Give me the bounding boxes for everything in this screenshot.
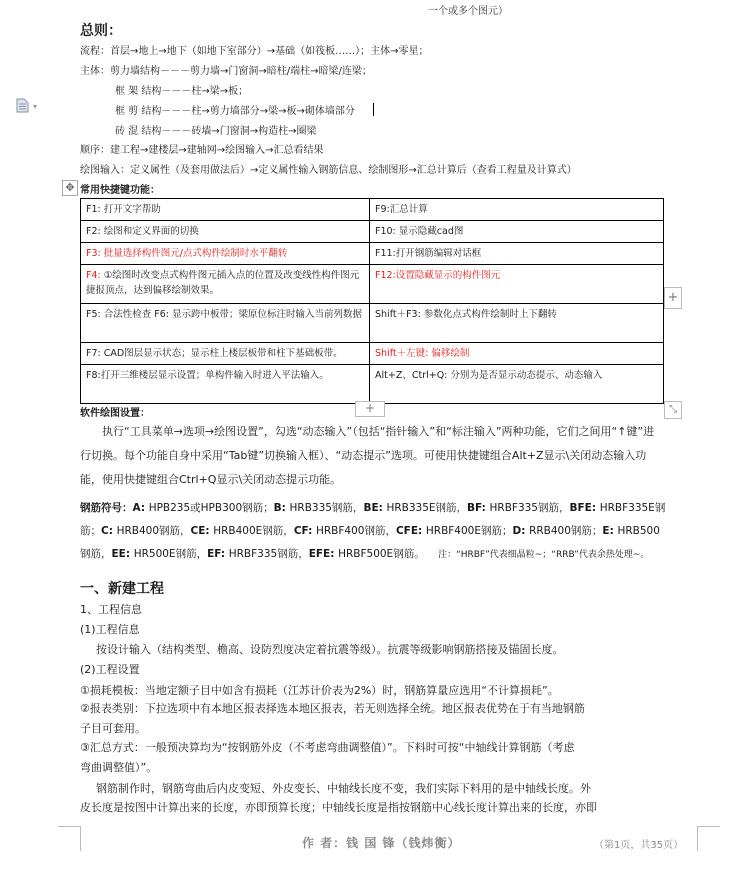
shortcut-cell: F9:汇总计算 xyxy=(370,199,664,221)
rebar-desc: HR500E钢筋， xyxy=(133,548,208,560)
shortcut-cell: F3: 批量选择构件图元/点式构件绘制时水平翻转 xyxy=(81,243,370,265)
add-row-plus-icon[interactable]: + xyxy=(355,401,385,417)
rebar-symbols xyxy=(80,497,670,567)
general-line-main: 主体：剪力墙结构－－－剪力墙→门窗洞→暗柱/端柱→暗梁/连梁； xyxy=(80,66,372,77)
general-line-brick: 砖 混 结构－－－砖墙→门窗洞→构造柱→圈梁 xyxy=(115,126,317,137)
rebar-desc: HRBF400E钢筋； xyxy=(425,525,513,537)
table-row xyxy=(81,199,664,221)
table-row xyxy=(81,343,664,365)
rebar-code: CF: xyxy=(293,525,316,537)
add-column-plus-icon[interactable]: + xyxy=(664,287,682,309)
shortcuts-table xyxy=(80,198,664,404)
rebar-code: EE: xyxy=(111,548,134,560)
shortcut-cell: F10: 显示隐藏cad图 xyxy=(370,221,664,243)
shortcut-f4-text: ①绘图时改变点式构件图元插入点的位置及改变线性构件图元捷报顶点，达到偏移绘制效果。 xyxy=(86,270,360,296)
general-heading: 总则： xyxy=(80,23,122,39)
setting-loss-template: ①损耗模板：当地定额子目中如含有损耗（江苏计价表为2%）时，钢筋算量应选用“不计算损耗”。 xyxy=(80,684,559,697)
rebar-desc: HRB335钢筋， xyxy=(289,502,364,514)
shortcut-cell: Alt+Z、Ctrl+Q: 分别为是否显示动态提示、动态输入 xyxy=(370,365,664,404)
shortcut-cell: F7: CAD图层显示状态；显示柱上楼层板带和柱下基础板带。 xyxy=(81,343,370,365)
footer-author: 作 者：钱 国 锋（钱炜衡） xyxy=(302,836,461,850)
rebar-fabrication-para: 钢筋制作时，钢筋弯曲后内皮变短、外皮变长、中轴线长度不变，我们实际下料用的是中轴线长度。外 xyxy=(96,782,591,795)
table-row xyxy=(81,365,664,404)
rebar-code: EFE: xyxy=(308,548,339,560)
rebar-desc: HRB400钢筋， xyxy=(116,525,191,537)
section-heading: 一、新建工程 xyxy=(80,581,164,597)
footer-page-number: （第1页，共35页） xyxy=(594,840,684,851)
rebar-desc: HPB235或HPB300钢筋； xyxy=(148,502,274,514)
rebar-desc: HRBF335钢筋， xyxy=(228,548,309,560)
rebar-desc: HRB400E钢筋， xyxy=(213,525,294,537)
rebar-desc: RRB400钢筋； xyxy=(529,525,603,537)
rebar-item xyxy=(467,502,569,514)
rebar-item xyxy=(396,525,513,537)
rebar-code: B: xyxy=(273,502,290,514)
drawing-settings-title: 软件绘图设置： xyxy=(80,408,150,419)
shortcut-cell: F12:设置隐藏显示的构件图元 xyxy=(370,265,664,304)
rebar-item xyxy=(133,502,274,514)
general-line-drawing: 绘图输入：定义属性（及套用做法后）→定义属性输入钢筋信息、绘制图形→汇总计算后（查看工程量及计算式） xyxy=(80,165,577,176)
rebar-code: BE: xyxy=(363,502,387,514)
rebar-code: A: xyxy=(132,502,149,514)
rebar-note: 注：“HRBF”代表细晶粒~；“RRB”代表余热处理~。 xyxy=(438,550,650,560)
rebar-item xyxy=(207,548,309,560)
drawing-settings-text: 执行“工具菜单→选项→绘图设置”，勾选“动态输入”（包括“指针输入”和“标注输入”两种功能，它们之间用“↑键”进行切换。每个功能自身中采用“Tab键”切换输入框）、“动态提示”选项。可使用快捷键组合Alt+Z显示\关闭动态输入功能，使用快捷键组合Ctrl+Q显示\关闭动态提示功能。 xyxy=(80,425,655,486)
shortcut-cell: F1: 打开文字帮助 xyxy=(81,199,370,221)
rebar-item xyxy=(294,525,396,537)
table-row xyxy=(81,243,664,265)
project-info-text: 按设计输入（结构类型、檐高、设防烈度决定着抗震等级）。抗震等级影响钢筋搭接及锚固长度。 xyxy=(96,643,564,656)
page-corner-mark-right xyxy=(697,826,720,851)
shortcut-cell: F2: 绘图和定义界面的切换 xyxy=(81,221,370,243)
rebar-desc: HRBF500E钢筋。 xyxy=(338,548,425,560)
rebar-code: BF: xyxy=(467,502,490,514)
sub-heading-project-settings: (2)工程设置 xyxy=(80,663,140,676)
rebar-item xyxy=(513,525,603,537)
rebar-desc: HRB500钢筋， xyxy=(80,525,660,560)
setting-summary-method-cont: 弯曲调整值）”。 xyxy=(80,761,158,774)
rebar-code: C: xyxy=(101,525,117,537)
rebar-fabrication-para-cont: 皮长度是按图中计算出来的长度，亦即预算长度；中轴线长度是指按钢筋中心线长度计算出来的长度，亦即 xyxy=(80,801,597,814)
rebar-label: 钢筋符号： xyxy=(80,502,133,514)
text-cursor xyxy=(373,103,374,116)
general-line-frame: 框 架 结构－－－柱→梁→板； xyxy=(115,86,249,97)
rebar-desc: HRBF335钢筋， xyxy=(489,502,570,514)
page-corner-mark-left xyxy=(58,826,81,851)
resize-icon[interactable]: ⤡ xyxy=(664,401,682,419)
rebar-code: CFE: xyxy=(395,525,426,537)
general-line-frame-shear: 框 剪 结构－－－柱→剪力墙部分→梁→板→砌体墙部分 xyxy=(115,106,355,117)
rebar-desc: HRBF335E钢筋； xyxy=(80,502,666,537)
shortcut-cell: F11:打开钢筋编辑对话框 xyxy=(370,243,664,265)
shortcut-cell-f4: F4: ①绘图时改变点式构件图元插入点的位置及改变线性构件图元捷报顶点，达到偏移绘制效果。 xyxy=(81,265,370,304)
rebar-desc: HRBF400钢筋， xyxy=(315,525,396,537)
setting-report-type: ②报表类别：下拉选项中有本地区报表择选本地区报表，若无则选择全统。地区报表优势在于有当地钢筋 xyxy=(80,702,585,715)
table-row xyxy=(81,221,664,243)
rebar-item xyxy=(101,525,191,537)
sub-heading-project-info-1: (1)工程信息 xyxy=(80,623,140,636)
shortcut-cell: F8:打开三维楼层显示设置；单构件输入时进入平法输入。 xyxy=(81,365,370,404)
setting-summary-method: ③汇总方式：一般预决算均为“按钢筋外皮（不考虑弯曲调整值）”。下料时可按“中轴线计算钢筋（考虑 xyxy=(80,741,575,754)
rebar-item xyxy=(309,548,425,560)
rebar-item xyxy=(112,548,208,560)
shortcut-cell: F5: 合法性检查 F6: 显示跨中板带；梁原位标注时输入当前列数据 xyxy=(81,304,370,343)
rebar-code: BFE: xyxy=(569,502,600,514)
rebar-item xyxy=(363,502,467,514)
table-row xyxy=(81,304,664,343)
shortcut-cell: Shift＋左键: 偏移绘制 xyxy=(370,343,664,365)
rebar-desc: HRB335E钢筋， xyxy=(386,502,468,514)
rebar-code: EF: xyxy=(207,548,229,560)
rebar-code: CE: xyxy=(190,525,214,537)
shortcuts-title: 常用快捷键功能： xyxy=(80,185,160,196)
move-handle-icon[interactable]: ✥ xyxy=(62,180,78,196)
setting-report-type-cont: 子目可套用。 xyxy=(80,722,146,735)
top-note: 一个或多个图元） xyxy=(428,6,508,17)
rebar-code: E: xyxy=(602,525,618,537)
rebar-item xyxy=(274,502,364,514)
rebar-code: D: xyxy=(512,525,530,537)
rebar-item xyxy=(191,525,294,537)
shortcut-cell: Shift＋F3: 参数化点式构件绘制时上下翻转 xyxy=(370,304,664,343)
document-icon[interactable] xyxy=(16,98,29,113)
chevron-down-icon[interactable]: ▾ xyxy=(33,102,38,111)
sub-heading-project-info: 1、工程信息 xyxy=(80,603,142,616)
general-line-order: 顺序：建工程→建楼层→建轴网→绘图输入→汇总看结果 xyxy=(80,145,324,156)
general-line-flow: 流程：首层→地上→地下（如地下室部分）→基础（如筏板……）；主体→零星； xyxy=(80,46,429,57)
table-row xyxy=(81,265,664,304)
